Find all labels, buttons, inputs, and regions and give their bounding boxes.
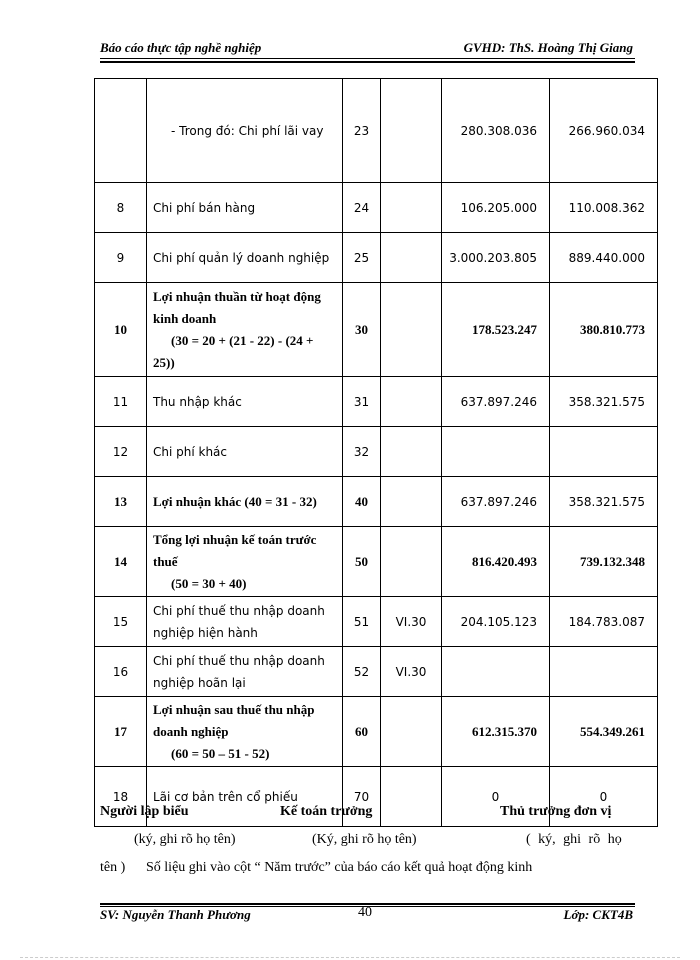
row-current: 637.897.246	[442, 477, 550, 527]
row-stt: 14	[95, 527, 147, 597]
row-code: 31	[343, 377, 381, 427]
footer-class: Lớp: CKT4B	[563, 907, 633, 922]
row-code: 24	[343, 183, 381, 233]
table-row	[95, 183, 658, 233]
income-statement-table	[94, 78, 658, 827]
row-previous: 184.783.087	[550, 597, 658, 647]
row-name-line: Chi phí thuế thu nhập doanh	[153, 603, 325, 618]
row-previous: 554.349.261	[550, 697, 658, 767]
row-current: 280.308.036	[442, 79, 550, 183]
row-name-line: doanh nghiệp	[153, 723, 229, 739]
row-name: Lãi cơ bản trên cổ phiếu	[147, 767, 343, 827]
row-name: Chi phí khác	[147, 427, 343, 477]
row-note	[381, 183, 442, 233]
row-current: 816.420.493	[442, 527, 550, 597]
row-note: VI.30	[381, 647, 442, 697]
table-row	[95, 597, 658, 647]
page-break-line	[20, 957, 680, 958]
row-note: VI.30	[381, 597, 442, 647]
row-name: Chi phí quản lý doanh nghiệp	[147, 233, 343, 283]
row-stt: 9	[95, 233, 147, 283]
row-code: 40	[343, 477, 381, 527]
row-code: 70	[343, 767, 381, 827]
row-stt: 18	[95, 767, 147, 827]
director-sign-note-cont: tên )	[100, 860, 126, 875]
row-name-line: Tổng lợi nhuận kế toán trước	[153, 531, 317, 547]
table-row	[95, 233, 658, 283]
row-name	[147, 697, 343, 767]
row-name-line: kinh doanh	[153, 310, 217, 326]
row-name-line: nghiệp hiện hành	[153, 625, 258, 640]
row-name-line: Lợi nhuận sau thuế thu nhập	[153, 701, 315, 717]
row-note	[381, 377, 442, 427]
director-sign-note: ( ký, ghi rõ họ	[526, 832, 622, 847]
row-code: 25	[343, 233, 381, 283]
table-row	[95, 527, 658, 597]
table-row	[95, 477, 658, 527]
preparer-title: Người lập biểu	[100, 804, 189, 819]
row-formula-cont: 25))	[153, 354, 175, 370]
row-stt: 13	[95, 477, 147, 527]
row-note	[381, 427, 442, 477]
table-row	[95, 79, 658, 183]
row-current: 204.105.123	[442, 597, 550, 647]
row-current	[442, 647, 550, 697]
row-code: 30	[343, 283, 381, 377]
accountant-sign-note: (Ký, ghi rõ họ tên)	[312, 832, 417, 847]
row-name	[147, 283, 343, 377]
row-name: - Trong đó: Chi phí lãi vay	[147, 79, 343, 183]
preparer-sign-note: (ký, ghi rõ họ tên)	[134, 832, 236, 847]
row-note	[381, 527, 442, 597]
table-row	[95, 697, 658, 767]
row-previous: 110.008.362	[550, 183, 658, 233]
row-current: 3.000.203.805	[442, 233, 550, 283]
table-row	[95, 427, 658, 477]
row-note	[381, 767, 442, 827]
header-advisor: GVHD: ThS. Hoàng Thị Giang	[463, 40, 633, 55]
director-title: Thủ trưởng đơn vị	[500, 804, 612, 819]
row-name	[147, 597, 343, 647]
row-current: 178.523.247	[442, 283, 550, 377]
row-name-line: Chi phí thuế thu nhập doanh	[153, 653, 325, 668]
row-previous: 380.810.773	[550, 283, 658, 377]
row-formula: (60 = 50 – 51 - 52)	[171, 745, 270, 761]
row-stt	[95, 79, 147, 183]
header-report-title: Báo cáo thực tập nghề nghiệp	[100, 40, 262, 55]
page-footer	[100, 907, 633, 923]
row-note	[381, 233, 442, 283]
row-code: 32	[343, 427, 381, 477]
row-stt: 16	[95, 647, 147, 697]
row-code: 50	[343, 527, 381, 597]
header-rule-thick	[100, 61, 635, 63]
row-name: Chi phí bán hàng	[147, 183, 343, 233]
row-name	[147, 647, 343, 697]
accountant-title: Kế toán trưởng	[280, 804, 373, 819]
row-code: 51	[343, 597, 381, 647]
row-stt: 11	[95, 377, 147, 427]
row-current: 612.315.370	[442, 697, 550, 767]
row-current: 0	[442, 767, 550, 827]
row-previous: 358.321.575	[550, 377, 658, 427]
row-code: 52	[343, 647, 381, 697]
row-note	[381, 697, 442, 767]
row-stt: 15	[95, 597, 147, 647]
page-header	[100, 40, 633, 56]
header-rule	[100, 58, 635, 59]
row-note	[381, 477, 442, 527]
table-row	[95, 377, 658, 427]
row-stt: 17	[95, 697, 147, 767]
row-name: Thu nhập khác	[147, 377, 343, 427]
row-name	[147, 527, 343, 597]
row-note	[381, 79, 442, 183]
row-code: 60	[343, 697, 381, 767]
page-number: 40	[358, 905, 372, 920]
row-previous: 266.960.034	[550, 79, 658, 183]
row-current: 637.897.246	[442, 377, 550, 427]
row-code: 23	[343, 79, 381, 183]
row-stt: 12	[95, 427, 147, 477]
row-previous	[550, 647, 658, 697]
table-row	[95, 647, 658, 697]
row-formula: (30 = 20 + (21 - 22) - (24 +	[171, 332, 314, 348]
row-previous: 889.440.000	[550, 233, 658, 283]
row-stt: 10	[95, 283, 147, 377]
row-name-line: nghiệp hoãn lại	[153, 675, 246, 690]
row-name-line: Lợi nhuận thuần từ hoạt động	[153, 288, 321, 304]
row-name: Lợi nhuận khác (40 = 31 - 32)	[147, 477, 343, 527]
row-previous: 739.132.348	[550, 527, 658, 597]
table-row	[95, 283, 658, 377]
row-note	[381, 283, 442, 377]
row-current	[442, 427, 550, 477]
row-formula: (50 = 30 + 40)	[171, 575, 247, 591]
row-current: 106.205.000	[442, 183, 550, 233]
row-name-line: thuế	[153, 553, 178, 569]
footer-student: SV: Nguyễn Thanh Phương	[100, 907, 251, 922]
row-stt: 8	[95, 183, 147, 233]
row-previous	[550, 427, 658, 477]
closing-note: Số liệu ghi vào cột “ Năm trước” của báo cáo kết quả hoạt động kinh	[146, 860, 533, 875]
row-previous: 0	[550, 767, 658, 827]
row-previous: 358.321.575	[550, 477, 658, 527]
